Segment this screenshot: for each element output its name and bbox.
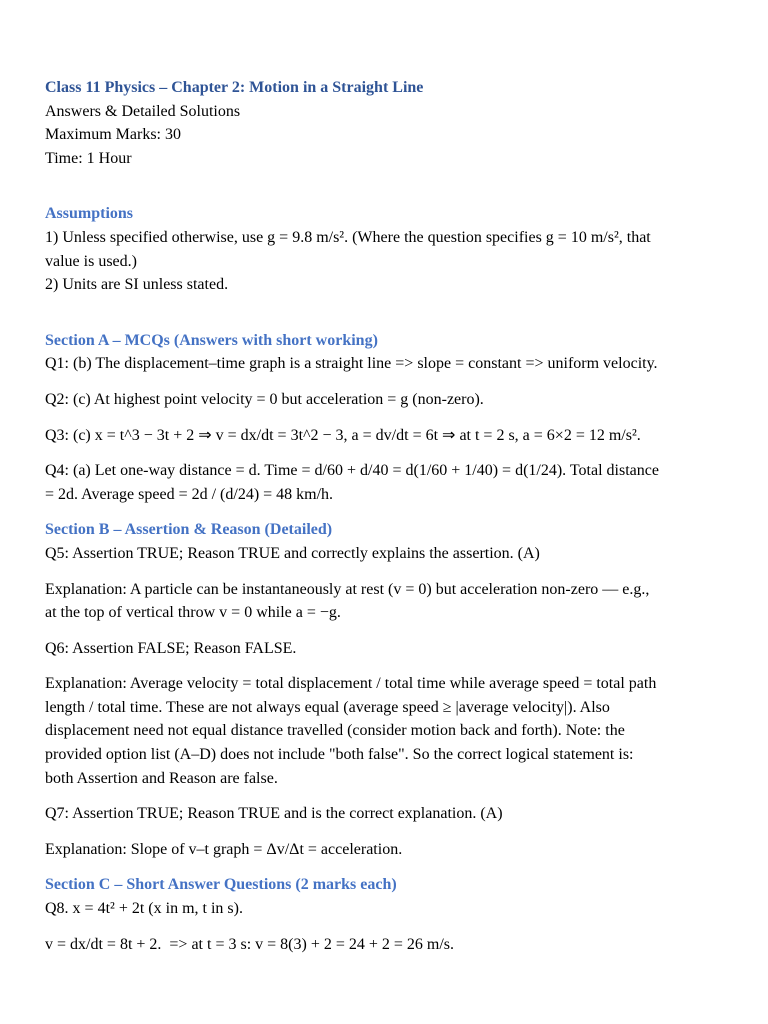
answer-q1: Q1: (b) The displacement–time graph is a straight line => slope = constant => uniform velocity. (45, 355, 658, 373)
section-a-heading: Section A – MCQs (Answers with short working) (45, 331, 378, 349)
answer-q4 (45, 459, 735, 506)
assumptions-heading: Assumptions (45, 205, 134, 223)
answer-q6: Q6: Assertion FALSE; Reason FALSE. (45, 639, 297, 657)
q6-explanation (45, 672, 735, 790)
document-subtitle: Answers & Detailed Solutions (45, 102, 241, 120)
q5-explanation (45, 578, 735, 625)
q5-explanation-line-1: Explanation: A particle can be instantaneously at rest (v = 0) but acceleration non-zero — e.g., (45, 580, 650, 598)
answer-q3: Q3: (c) x = t^3 − 3t + 2 ⇒ v = dx/dt = 3t^2 − 3, a = dv/dt = 6t ⇒ at t = 2 s, a = 6×2 = 12 m/s². (45, 426, 641, 444)
q6-explanation-line-1: Explanation: Average velocity = total displacement / total time while average speed = total path (45, 675, 657, 693)
q7-explanation: Explanation: Slope of v–t graph = Δv/Δt = acceleration. (45, 840, 403, 858)
question-q8: Q8. x = 4t² + 2t (x in m, t in s). (45, 900, 243, 918)
section-b-heading: Section B – Assertion & Reason (Detailed) (45, 521, 333, 539)
time-allowed: Time: 1 Hour (45, 149, 132, 167)
section-c-heading: Section C – Short Answer Questions (2 marks each) (45, 876, 397, 894)
answer-q5: Q5: Assertion TRUE; Reason TRUE and correctly explains the assertion. (A) (45, 544, 540, 562)
assumption-1-line-1: 1) Unless specified otherwise, use g = 9.8 m/s². (Where the question specifies g = 10 m/s², that (45, 228, 651, 246)
answer-q8: v = dx/dt = 8t + 2. => at t = 3 s: v = 8(3) + 2 = 24 + 2 = 26 m/s. (45, 935, 455, 953)
answer-q4-line-1: Q4: (a) Let one-way distance = d. Time = d/60 + d/40 = d(1/60 + 1/40) = d(1/24). Total distance (45, 462, 659, 480)
q6-explanation-line-3: displacement need not equal distance travelled (consider motion back and forth). Note: the (45, 722, 625, 740)
maximum-marks: Maximum Marks: 30 (45, 126, 181, 144)
q6-explanation-line-5: both Assertion and Reason are false. (45, 769, 278, 787)
assumption-1-line-2: value is used.) (45, 252, 137, 270)
q5-explanation-line-2: at the top of vertical throw v = 0 while a = −g. (45, 604, 341, 622)
q6-explanation-line-2: length / total time. These are not always equal (average speed ≥ |average velocity|). Also (45, 698, 610, 716)
q6-explanation-line-4: provided option list (A–D) does not include "both false". So the correct logical statement is: (45, 746, 634, 764)
document-page (45, 76, 735, 956)
answer-q4-line-2: = 2d. Average speed = 2d / (d/24) = 48 km/h. (45, 485, 334, 503)
answer-q7: Q7: Assertion TRUE; Reason TRUE and is the correct explanation. (A) (45, 805, 503, 823)
assumption-2: 2) Units are SI unless stated. (45, 276, 229, 294)
document-title: Class 11 Physics – Chapter 2: Motion in a Straight Line (45, 79, 424, 96)
answer-q2: Q2: (c) At highest point velocity = 0 but acceleration = g (non-zero). (45, 390, 484, 408)
